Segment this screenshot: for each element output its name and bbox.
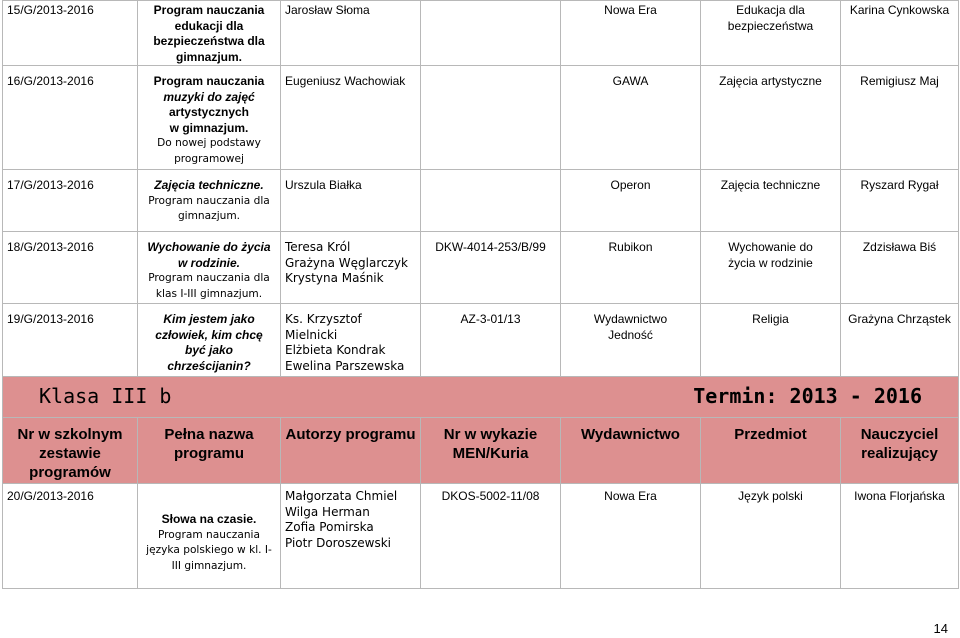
table-row [3,304,959,377]
subject-line: Religia [752,312,789,326]
column-header-row [3,418,959,484]
author: Zofia Pomirska [285,520,374,534]
program-name-line: klas I-III gimnazjum. [155,287,263,300]
list-number: DKOS-5002-11/08 [421,484,561,589]
class-header [3,377,959,418]
subject-line: Edukacja dla [736,3,805,17]
program-number: 15/G/2013-2016 [3,1,138,66]
subject-line: życia w rodzinie [728,255,813,270]
column-header-teacher: Nauczyciel realizujący [841,418,959,484]
publisher: Nowa Era [561,484,701,589]
program-name-line: edukacji dla [174,18,244,33]
program-name-line: Do nowej podstawy [157,137,261,149]
subject-line: Wychowanie do [728,240,813,254]
program-name-line: bezpieczeństwa dla [153,34,265,48]
program-name-line: Kim jestem jako [163,312,255,326]
publisher: Rubikon [561,232,701,304]
program-name [138,1,281,66]
list-number [421,66,561,170]
subject [701,66,841,170]
author: Ks. Krzysztof [285,312,362,326]
table-row [3,66,959,170]
list-number [421,1,561,66]
column-header-nr: Nr w szkolnym zestawie programów [3,418,138,484]
publisher: Operon [561,170,701,232]
class-header-row [3,377,959,418]
program-name-line: w gimnazjum. [169,120,249,135]
program-name-line: Program nauczania [157,528,260,541]
program-name-line: Słowa na czasie. [161,512,257,526]
program-name-line: Program nauczania [153,74,265,88]
programs-table [2,0,959,589]
author: Eugeniusz Wachowiak [285,74,406,88]
table-row [3,170,959,232]
program-authors [281,66,421,170]
author: Urszula Białka [285,178,362,192]
teacher: Zdzisława Biś [841,232,959,304]
author: Elżbieta Kondrak [285,343,386,357]
subject [701,1,841,66]
publisher: Wydawnictwo Jedność [561,304,701,377]
program-name-line: chrześcijanin? [167,358,251,373]
program-name [138,66,281,170]
program-name-line: gimnazjum. [175,49,242,64]
table-row [3,232,959,304]
program-number: 19/G/2013-2016 [3,304,138,377]
program-name-line: Program nauczania dla [148,194,270,207]
teacher: Iwona Florjańska [841,484,959,589]
list-number: AZ-3-01/13 [421,304,561,377]
table-row [3,484,959,589]
subject [701,232,841,304]
column-header-authors: Autorzy programu [281,418,421,484]
program-name [138,170,281,232]
page-number: 14 [933,621,948,636]
teacher: Remigiusz Maj [841,66,959,170]
author: Piotr Doroszewski [285,535,391,550]
subject-line: Zajęcia techniczne [720,178,821,192]
program-number: 18/G/2013-2016 [3,232,138,304]
author: Krystyna Maśnik [285,271,384,285]
teacher: Karina Cynkowska [841,1,959,66]
program-authors [281,304,421,377]
subject [701,170,841,232]
author: Wilga Herman [285,504,370,519]
subject-line: bezpieczeństwa [727,18,814,33]
program-name-line: programowej [174,152,244,165]
program-authors [281,170,421,232]
author: Jarosław Słoma [285,3,370,17]
author: Mielnicki [285,327,338,342]
program-name-line: Program nauczania dla [148,272,270,284]
program-name-line: języka polskiego w kl. I- [146,544,272,556]
program-name-line: muzyki do zajęć [163,89,255,104]
program-authors [281,232,421,304]
publisher: Nowa Era [561,1,701,66]
author: Ewelina Parszewska [285,358,405,373]
list-number [421,170,561,232]
program-name-line: w rodzinie. [177,255,240,270]
column-header-publisher: Wydawnictwo [561,418,701,484]
program-number: 20/G/2013-2016 [3,484,138,589]
program-name [138,232,281,304]
program-name-line: Program nauczania [153,3,265,17]
program-authors [281,484,421,589]
class-label: Klasa III b [39,384,172,408]
program-name-line: III gimnazjum. [171,559,247,572]
program-name-line: Zajęcia techniczne. [154,178,264,192]
column-header-program: Pełna nazwa programu [138,418,281,484]
author: Małgorzata Chmiel [285,489,398,503]
subject-line: Zajęcia artystyczne [719,74,822,88]
teacher: Ryszard Rygał [841,170,959,232]
publisher: GAWA [561,66,701,170]
program-name-line: gimnazjum. [177,210,241,222]
column-header-list-nr: Nr w wykazie MEN/Kuria [421,418,561,484]
list-number: DKW-4014-253/B/99 [421,232,561,304]
column-header-subject: Przedmiot [701,418,841,484]
subject: Język polski [701,484,841,589]
subject [701,304,841,377]
author: Grażyna Węglarczyk [285,255,408,270]
program-name-line: Wychowanie do życia [147,240,271,254]
program-name [138,484,281,589]
program-number: 16/G/2013-2016 [3,66,138,170]
class-term: Termin: 2013 - 2016 [693,384,922,408]
program-name-line: być jako [184,343,234,357]
teacher: Grażyna Chrząstek [841,304,959,377]
program-name [138,304,281,377]
program-name-line: człowiek, kim chcę [155,327,263,342]
program-number: 17/G/2013-2016 [3,170,138,232]
author: Teresa Król [285,240,351,254]
table-row [3,1,959,66]
program-authors [281,1,421,66]
program-name-line: artystycznych [168,105,250,119]
